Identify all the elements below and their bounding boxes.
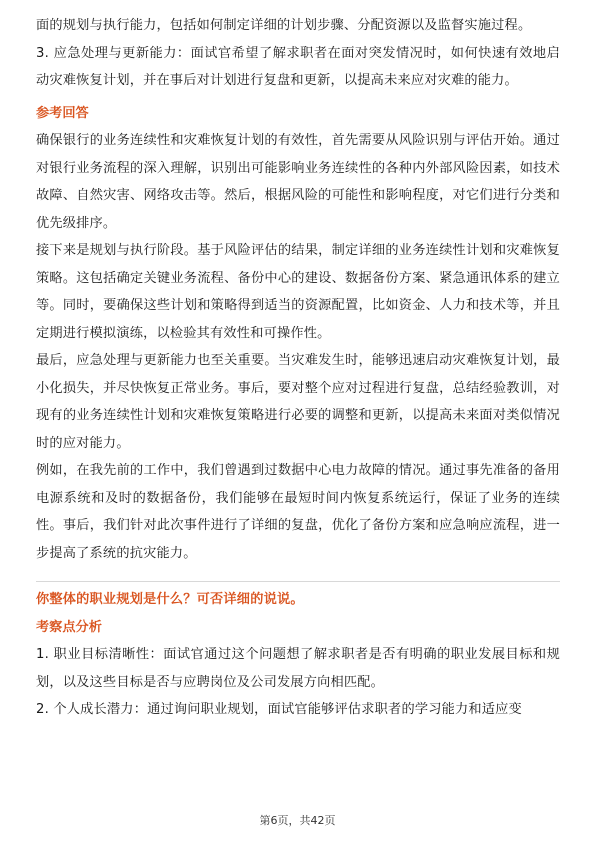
analysis-point-1: 1. 职业目标清晰性：面试官通过这个问题想了解求职者是否有明确的职业发展目标和规划，以及这些目标是否与应聘岗位及公司发展方向相匹配。 — [36, 647, 560, 690]
answer-paragraph-1: 确保银行的业务连续性和灾难恢复计划的有效性，首先需要从风险识别与评估开始。通过对银行业务流程的深入理解，识别出可能影响业务连续性的各种内外部风险因素，如技术故障、自然灾害、网络攻击等。然后，根据风险的可能性和影响程度，对它们进行分类和优先级排序。 — [36, 133, 560, 231]
analysis-point-2: 2. 个人成长潜力：通过询问职业规划，面试官能够评估求职者的学习能力和适应变 — [36, 702, 522, 717]
reference-answer-heading: 参考回答 — [36, 105, 89, 121]
answer-paragraph-2: 接下来是规划与执行阶段。基于风险评估的结果，制定详细的业务连续性计划和灾难恢复策略。这包括确定关键业务流程、备份中心的建设、数据备份方案、紧急通讯体系的建立等。同时，要确保这些计划和策略得到适当的资源配置，比如资金、人力和技术等，并且定期进行模拟演练，以检验其有效性和可操作性。 — [36, 243, 560, 341]
continued-paragraph: 面的规划与执行能力，包括如何制定详细的计划步骤、分配资源以及监督实施过程。 — [36, 18, 532, 33]
page-content — [36, 12, 560, 724]
next-question: 你整体的职业规划是什么？可否详细的说说。 — [36, 592, 304, 607]
analysis-heading: 考察点分析 — [36, 619, 102, 635]
answer-paragraph-3: 最后，应急处理与更新能力也至关重要。当灾难发生时，能够迅速启动灾难恢复计划，最小化损失，并尽快恢复正常业务。事后，要对整个应对过程进行复盘，总结经验教训，对现有的业务连续性计划和灾难恢复策略进行必要的调整和更新，以提高未来面对类似情况时的应对能力。 — [36, 353, 560, 451]
answer-paragraph-4: 例如，在我先前的工作中，我们曾遇到过数据中心电力故障的情况。通过事先准备的备用电源系统和及时的数据备份，我们能够在最短时间内恢复系统运行，保证了业务的连续性。事后，我们针对此次事件进行了详细的复盘，优化了备份方案和应急响应流程，进一步提高了系统的抗灾能力。 — [36, 463, 560, 561]
section-divider — [36, 581, 560, 582]
page-number-footer: 第6页，共42页 — [259, 814, 336, 827]
analysis-point-3: 3. 应急处理与更新能力：面试官希望了解求职者在面对突发情况时，如何快速有效地启动灾难恢复计划，并在事后对计划进行复盘和更新，以提高未来应对灾难的能力。 — [36, 45, 560, 88]
